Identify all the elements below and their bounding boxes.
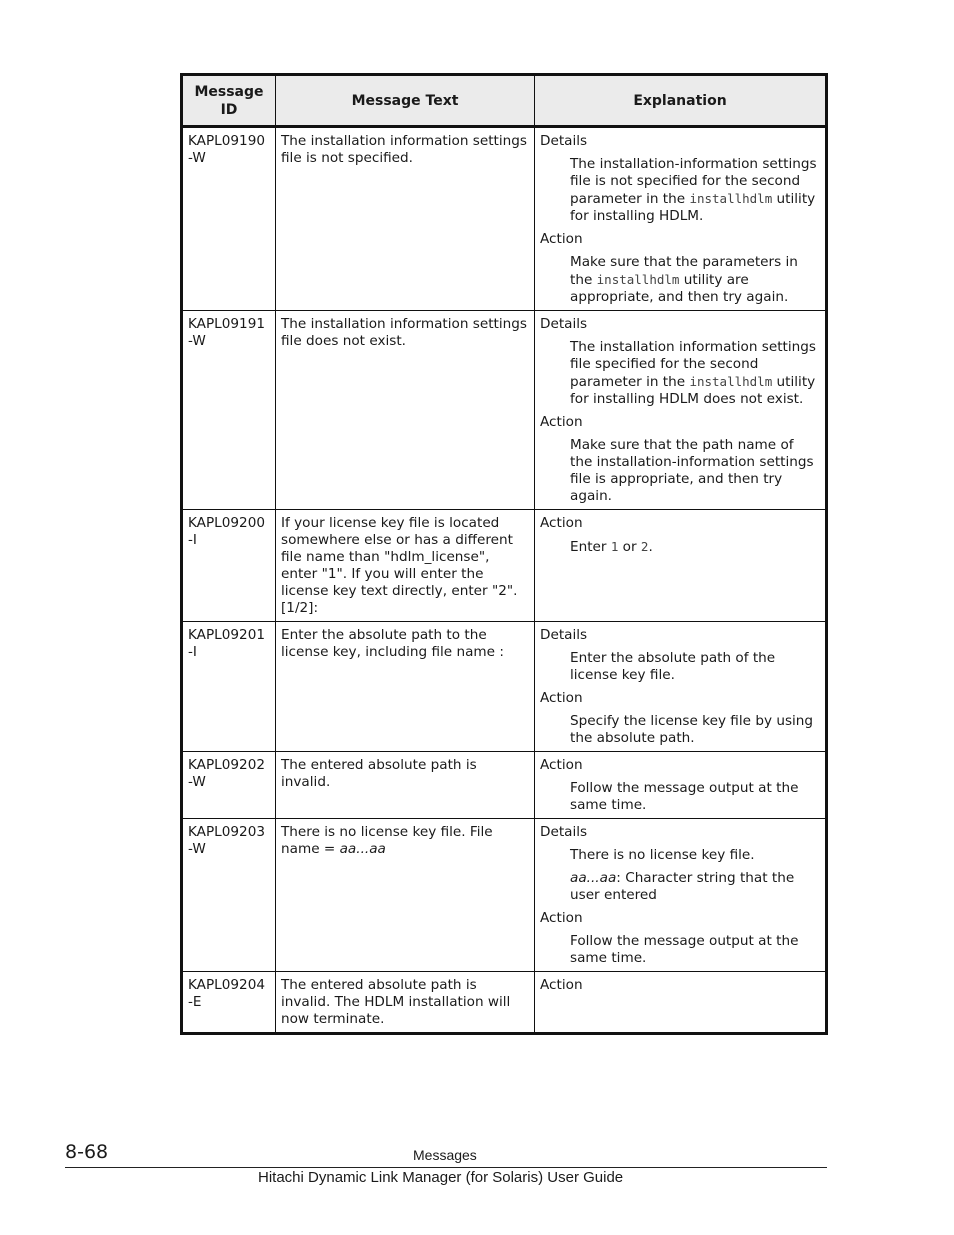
table-header-row <box>182 75 827 127</box>
message-text <box>276 622 535 752</box>
action-paragraph <box>570 437 820 505</box>
details-text: installhdlm <box>689 374 773 389</box>
message-explanation <box>535 819 827 972</box>
table-row <box>182 127 827 311</box>
details-text: Enter the absolute path of the license key file. <box>570 650 776 683</box>
action-text: or <box>618 539 641 555</box>
message-id: KAPL09191 -W <box>182 311 276 510</box>
message-text-part: aa...aa <box>339 841 386 857</box>
message-explanation <box>535 311 827 510</box>
message-text-part: If your license key file is located somewhere else or has a different file name than "hdlm_license", enter "1". If you will enter the license key text directly, enter "2". [1/2]: <box>281 515 518 616</box>
action-label: Action <box>540 690 583 706</box>
action-label: Action <box>540 910 583 926</box>
action-label: Action <box>540 515 583 531</box>
action-text: installhdlm <box>596 272 680 287</box>
message-explanation <box>535 622 827 752</box>
details-text: There is no license key file. <box>570 847 755 863</box>
footer-section: Messages <box>413 1147 477 1163</box>
message-text <box>276 819 535 972</box>
footer-book-title: Hitachi Dynamic Link Manager (for Solaris) User Guide <box>258 1169 624 1186</box>
details-text: The installation information settings file specified for the second parameter in the <box>570 339 816 390</box>
details-paragraph <box>570 156 820 225</box>
table-body <box>182 127 827 1034</box>
message-id: KAPL09201 -I <box>182 622 276 752</box>
action-text: Specify the license key file by using the absolute path. <box>570 713 814 746</box>
header-explanation: Explanation <box>535 75 827 127</box>
message-id: KAPL09190 -W <box>182 127 276 311</box>
message-explanation <box>535 510 827 622</box>
table-row <box>182 311 827 510</box>
action-label: Action <box>540 977 583 993</box>
action-text: 1 <box>610 539 619 554</box>
table-row <box>182 622 827 752</box>
messages-table <box>180 73 828 1035</box>
message-text-part: There is no license key file. File name = <box>281 824 493 857</box>
details-text: : Character string that the user entered <box>570 870 795 903</box>
action-text: Follow the message output at the same time. <box>570 780 799 813</box>
message-explanation <box>535 127 827 311</box>
details-text: utility for installing HDLM does not exist. <box>570 374 816 407</box>
message-text-part: The entered absolute path is invalid. The HDLM installation will now terminate. <box>281 977 511 1027</box>
footer-divider <box>65 1167 827 1168</box>
message-id: KAPL09204 -E <box>182 972 276 1034</box>
action-label: Action <box>540 231 583 247</box>
message-text <box>276 127 535 311</box>
action-paragraph <box>570 538 820 556</box>
action-text: utility are appropriate, and then try again. <box>570 272 789 305</box>
message-text-part: The installation information settings file does not exist. <box>281 316 527 349</box>
message-text-part: The installation information settings file is not specified. <box>281 133 527 166</box>
details-paragraph <box>570 339 820 408</box>
details-label: Details <box>540 133 588 149</box>
action-text: Follow the message output at the same time. <box>570 933 799 966</box>
header-message-id: Message ID <box>182 75 276 127</box>
message-text-part: The entered absolute path is invalid. <box>281 757 477 790</box>
message-text <box>276 311 535 510</box>
action-paragraph <box>570 254 820 306</box>
details-label: Details <box>540 627 588 643</box>
details-label: Details <box>540 824 588 840</box>
table-row <box>182 819 827 972</box>
table-row <box>182 752 827 819</box>
details-paragraph <box>570 847 820 864</box>
message-id: KAPL09202 -W <box>182 752 276 819</box>
details-text: utility for installing HDLM. <box>570 191 816 224</box>
table-row <box>182 510 827 622</box>
message-id: KAPL09200 -I <box>182 510 276 622</box>
details-paragraph <box>570 650 820 684</box>
action-text: 2 <box>640 539 649 554</box>
action-text: Make sure that the parameters in the <box>570 254 798 288</box>
action-text: Make sure that the path name of the installation-information settings file is appropriate, and then try again. <box>570 437 814 504</box>
message-text <box>276 752 535 819</box>
action-paragraph <box>570 713 820 747</box>
details-label: Details <box>540 316 588 332</box>
action-text: . <box>648 539 653 555</box>
action-label: Action <box>540 414 583 430</box>
message-id: KAPL09203 -W <box>182 819 276 972</box>
page-number: 8-68 <box>65 1141 109 1163</box>
message-text <box>276 510 535 622</box>
message-explanation <box>535 752 827 819</box>
details-text: installhdlm <box>689 191 773 206</box>
details-text: The installation-information settings file is not specified for the second parameter in the <box>570 156 817 207</box>
message-text <box>276 972 535 1034</box>
action-paragraph <box>570 780 820 814</box>
action-label: Action <box>540 757 583 773</box>
action-text: Enter <box>570 539 611 555</box>
details-text: aa...aa <box>570 870 617 886</box>
table-row <box>182 972 827 1034</box>
message-explanation <box>535 972 827 1034</box>
action-paragraph <box>570 933 820 967</box>
details-paragraph <box>570 870 820 904</box>
header-message-text: Message Text <box>276 75 535 127</box>
message-text-part: Enter the absolute path to the license key, including file name : <box>281 627 504 660</box>
